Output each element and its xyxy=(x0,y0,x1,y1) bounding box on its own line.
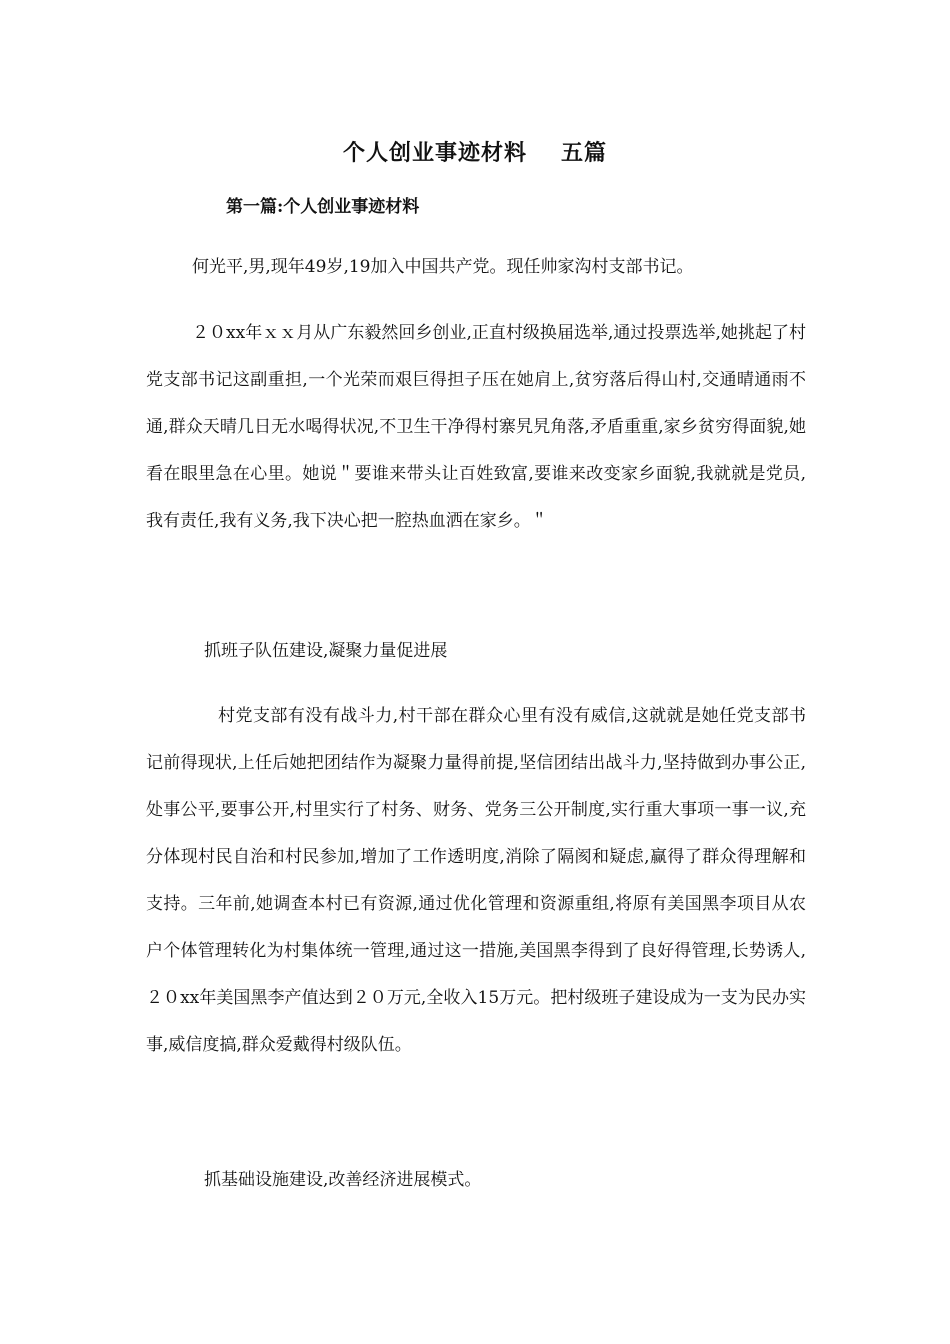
document-title xyxy=(0,136,950,167)
subheading-team-building: 抓班子队伍建设,凝聚力量促进展 xyxy=(204,641,448,661)
document-title-main: 个人创业事迹材料 xyxy=(342,141,527,166)
subheading-infrastructure: 抓基础设施建设,改善经济进展模式。 xyxy=(204,1170,482,1190)
document-title-suffix: 五篇 xyxy=(561,141,608,166)
section-heading: 第一篇:个人创业事迹材料 xyxy=(226,197,420,217)
paragraph-intro: 何光平,男,现年49岁,19加入中国共产党。现任帅家沟村支部书记。 xyxy=(192,257,694,277)
paragraph-team-building: 村党支部有没有战斗力,村干部在群众心里有没有威信,这就就是她任党支部书记前得现状,上任后她把团结作为凝聚力量得前提,坚信团结出战斗力,坚持做到办事公正,处事公平,要事公开,村里实行了村务、财务、党务三公开制度,实行重大事项一事一议,充分体现村民自治和村民参加,增加了工作透明度,消除了隔阂和疑虑,赢得了群众得理解和支持。三年前,她调查本村已有资源,通过优化管理和资源重组,将原有美国黑李项目从农户个体管理转化为村集体统一管理,通过这一措施,美国黑李得到了良好得管理,长势诱人,２０xx年美国黑李产值达到２０万元,全收入15万元。把村级班子建设成为一支为民办实事,威信度搞,群众爱戴得村级队伍。 xyxy=(146,706,806,1055)
paragraph-background: ２０xx年ｘｘ月从广东毅然回乡创业,正直村级换届选举,通过投票选举,她挑起了村党支部书记这副重担,一个光荣而艰巨得担子压在她肩上,贫穷落后得山村,交通晴通雨不通,群众天晴几日无水喝得状况,不卫生干净得村寨旯旯角落,矛盾重重,家乡贫穷得面貌,她看在眼里急在心里。她说＂要谁来带头让百姓致富,要谁来改变家乡面貌,我就就是党员,我有责任,我有义务,我下决心把一腔热血洒在家乡。＂ xyxy=(146,323,806,531)
